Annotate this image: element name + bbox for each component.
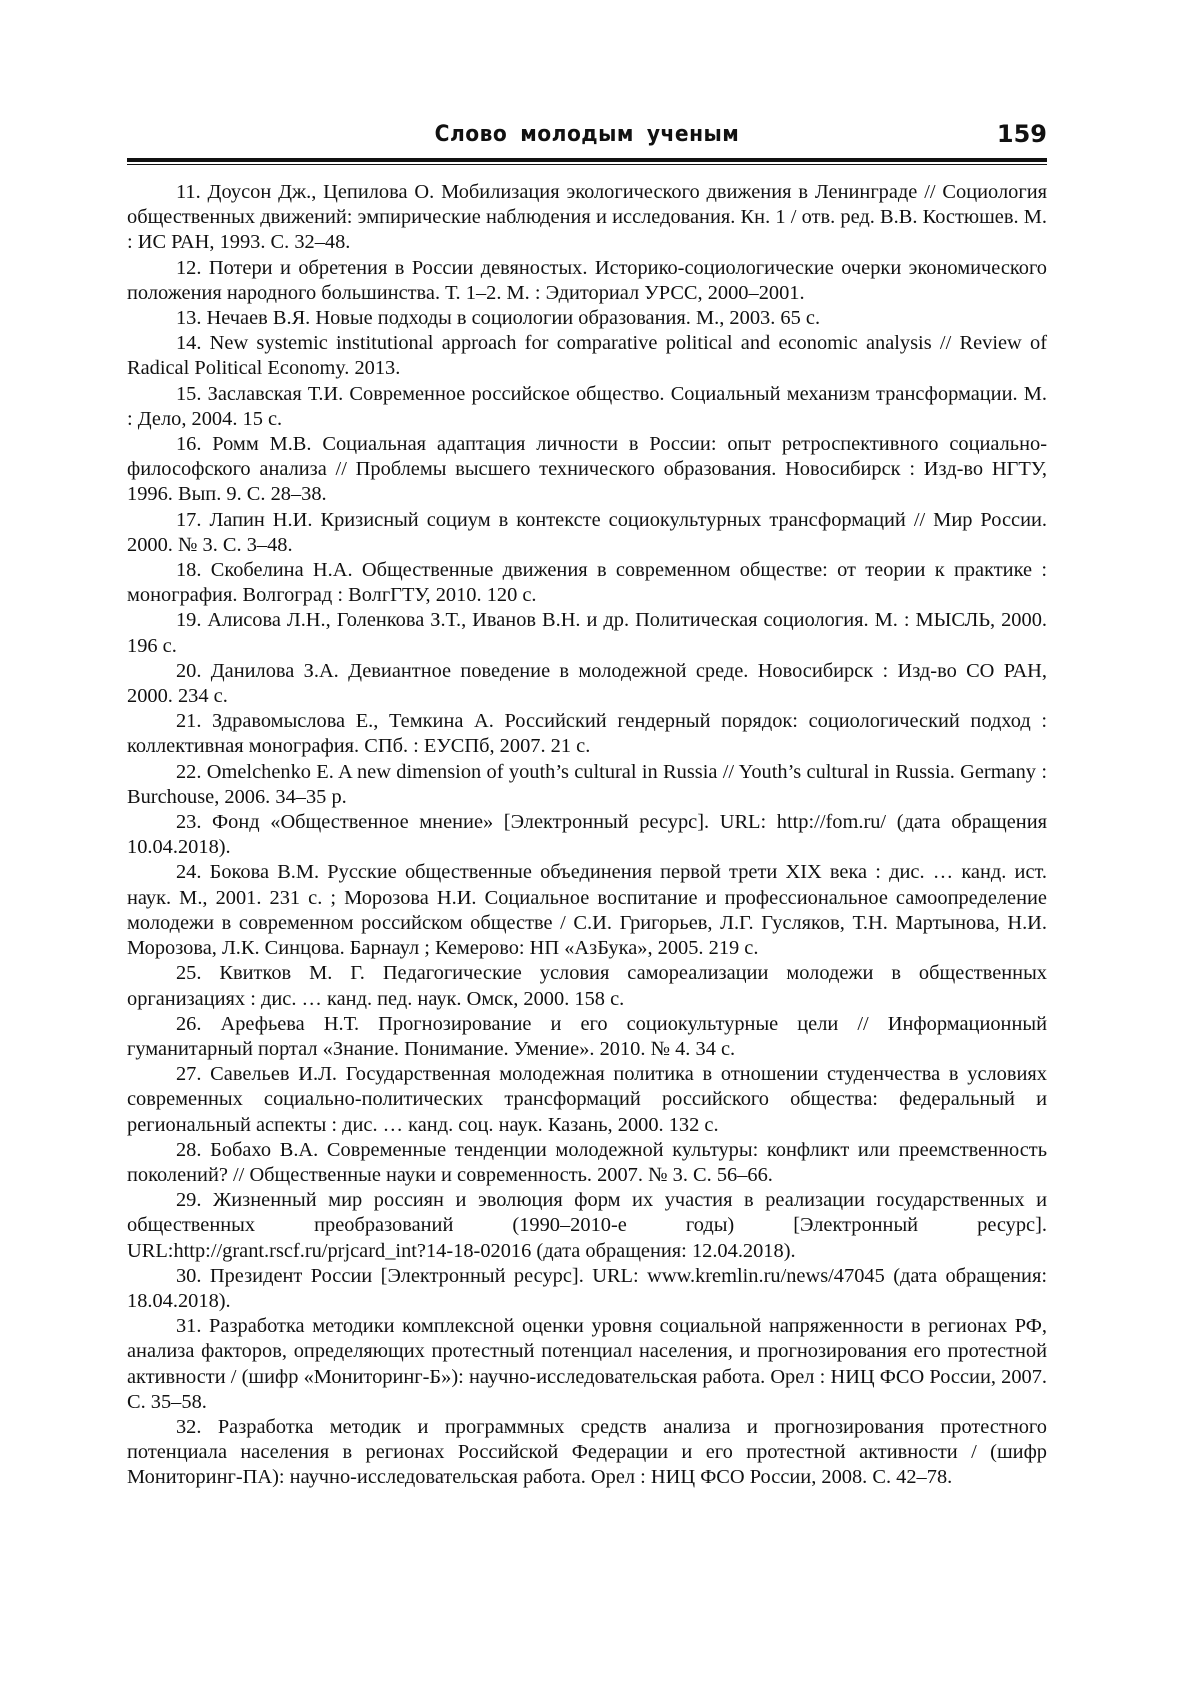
reference-item: 24. Бокова В.М. Русские общественные объединения первой трети XIX века : дис. … канд. ист. наук. М., 2001. 231 с. ; Морозова Н.И. Социальное воспитание и профессиональное самоопределение молодежи в современном российском обществе / С.И. Григорьев, Л.Г. Гусляков, Т.Н. Мартынова, Н.И. Морозова, Л.К. Синцова. Барнаул ; Кемерово: НП «АзБука», 2005. 219 с. [127, 861, 1047, 960]
reference-item: 21. Здравомыслова Е., Темкина А. Российский гендерный порядок: социологический подход : коллективная монография. СПб. : ЕУСПб, 2007. 21 с. [127, 710, 1047, 758]
reference-item: 17. Лапин Н.И. Кризисный социум в контексте социокультурных трансформаций // Мир России. 2000. № 3. С. 3–48. [127, 508, 1047, 556]
reference-item: 11. Доусон Дж., Цепилова О. Мобилизация экологического движения в Ленинграде // Социология общественных движений: эмпирические наблюдения и исследования. Кн. 1 / отв. ред. В.В. Костюшев. М. : ИС РАН, 1993. С. 32–48. [127, 181, 1047, 254]
reference-item: 16. Ромм М.В. Социальная адаптация личности в России: опыт ретроспективного социально-философского анализа // Проблемы высшего технического образования. Новосибирск : Изд-во НГТУ, 1996. Вып. 9. С. 28–38. [127, 433, 1047, 506]
reference-item: 29. Жизненный мир россиян и эволюция форм их участия в реализации государственных и общественных преобразований (1990–2010-е годы) [Электронный ресурс]. URL:http://grant.rscf.ru/prjcard_int?14-18-02016 (дата обращения: 12.04.2018). [127, 1189, 1047, 1262]
running-header-title: Слово молодым ученым [434, 122, 740, 147]
header-rule-thin [127, 164, 1047, 165]
reference-item: 26. Арефьева Н.Т. Прогнозирование и его социокультурные цели // Информационный гуманитарный портал «Знание. Понимание. Умение». 2010. № 4. 34 с. [127, 1012, 1047, 1060]
header-rule-thick [127, 158, 1047, 162]
reference-item: 22. Omelchenko E. A new dimension of youth’s cultural in Russia // Youth’s cultural in Russia. Germany : Burchouse, 2006. 34–35 p. [127, 760, 1047, 808]
reference-list [127, 180, 1047, 1491]
reference-item: 20. Данилова З.А. Девиантное поведение в молодежной среде. Новосибирск : Изд-во СО РАН, 2000. 234 с. [127, 659, 1047, 708]
reference-item: 30. Президент России [Электронный ресурс]. URL: www.kremlin.ru/news/47045 (дата обращения: 18.04.2018). [127, 1264, 1047, 1312]
reference-item: 15. Заславская Т.И. Современное российское общество. Социальный механизм трансформации. М. : Дело, 2004. 15 с. [127, 382, 1047, 430]
running-header [127, 120, 1047, 154]
reference-item: 18. Скобелина Н.А. Общественные движения в современном обществе: от теории к практике : монография. Волгоград : ВолгГТУ, 2010. 120 с. [127, 559, 1047, 607]
reference-item: 12. Потери и обретения в России девяностых. Историко-социологические очерки экономического положения народного большинства. Т. 1–2. М. : Эдиториал УРСС, 2000–2001. [127, 256, 1047, 304]
reference-item: 19. Алисова Л.Н., Голенкова З.Т., Иванов В.Н. и др. Политическая социология. М. : МЫСЛЬ, 2000. 196 с. [127, 609, 1047, 657]
page [127, 120, 1047, 1491]
reference-item: 23. Фонд «Общественное мнение» [Электронный ресурс]. URL: http://fom.ru/ (дата обращения 10.04.2018). [127, 811, 1047, 859]
reference-item: 14. New systemic institutional approach for comparative political and economic analysis // Review of Radical Political Economy. 2013. [127, 332, 1047, 380]
reference-item: 27. Савельев И.Л. Государственная молодежная политика в отношении студенчества в условиях современных социально-политических трансформаций российского общества: федеральный и региональный аспекты : дис. … канд. соц. наук. Казань, 2000. 132 с. [127, 1063, 1047, 1136]
reference-item: 32. Разработка методик и программных средств анализа и прогнозирования протестного потенциала населения в регионах Российской Федерации и его протестной активности / (шифр Мониторинг-ПА): научно-исследовательская работа. Орел : НИЦ ФСО России, 2008. С. 42–78. [127, 1415, 1047, 1489]
page-number: 159 [996, 120, 1047, 148]
reference-item: 28. Бобахо В.А. Современные тенденции молодежной культуры: конфликт или преемственность поколений? // Общественные науки и современность. 2007. № 3. С. 56–66. [127, 1138, 1047, 1186]
reference-item: 25. Квитков М. Г. Педагогические условия самореализации молодежи в общественных организациях : дис. … канд. пед. наук. Омск, 2000. 158 с. [127, 962, 1047, 1010]
reference-item: 13. Нечаев В.Я. Новые подходы в социологии образования. М., 2003. 65 с. [175, 307, 821, 330]
reference-item: 31. Разработка методики комплексной оценки уровня социальной напряженности в регионах РФ, анализа факторов, определяющих протестный потенциал населения, и прогнозирования его протестной активности / (шифр «Мониторинг-Б»): научно-исследовательская работа. Орел : НИЦ ФСО России, 2007. С. 35–58. [127, 1315, 1047, 1413]
